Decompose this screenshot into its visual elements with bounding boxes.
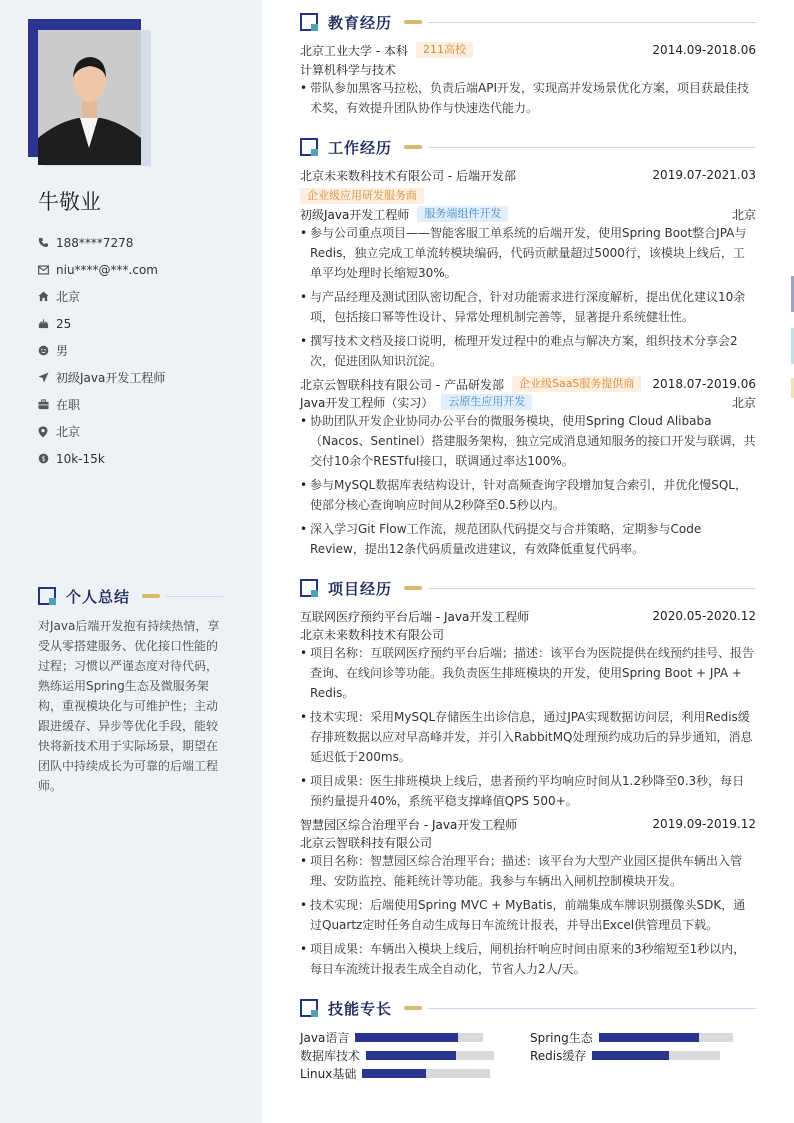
project-period: 2020.05-2020.12 (652, 609, 756, 623)
work-section-header (300, 136, 756, 158)
gender-text: 男 (56, 344, 69, 358)
school-tag: 211高校 (416, 42, 473, 58)
info-email (38, 256, 165, 283)
portrait-illustration (38, 30, 141, 165)
skill-level-bar (599, 1033, 733, 1042)
skill-item (300, 1028, 483, 1046)
briefcase-icon (38, 399, 56, 410)
skills-title: 技能专长 (328, 999, 393, 1018)
skill-level-fill (366, 1051, 456, 1060)
education-bullets (300, 78, 756, 122)
status-text: 在职 (56, 398, 81, 412)
skill-level-fill (355, 1033, 457, 1042)
info-age (38, 310, 165, 337)
skill-item (530, 1046, 720, 1064)
list-item: • 撰写技术文档及接口说明，梳理开发过程中的难点与解决方案，组织技术分享会2次，促进团队知识沉淀。 (300, 331, 756, 371)
project-2-bullets (300, 851, 756, 983)
education-row (300, 41, 756, 59)
gender-icon (38, 345, 56, 356)
skill-level-bar (366, 1051, 494, 1060)
divider-line (428, 147, 756, 148)
info-salary (38, 445, 165, 472)
skill-name: Spring生态 (530, 1030, 593, 1045)
list-item: • 技术实现：采用MySQL存储医生出诊信息，通过JPA实现数据访问层，利用Redis缓存排班数据以应对早高峰并发，并引入RabbitMQ处理预约成功后的异步通知，消息延迟低于200ms。 (300, 707, 756, 767)
list-item: • 项目名称：互联网医疗预约平台后端；描述：该平台为医院提供在线预约挂号、报告查询、在线问诊等功能。我负责医生排班模块的开发，使用Spring Boot + JPA + Redis。 (300, 643, 756, 703)
job-company: 北京未来数科技术有限公司 - 后端开发部 (300, 168, 516, 183)
divider-line (428, 588, 756, 589)
gold-accent-bar (404, 586, 422, 590)
info-home (38, 283, 165, 310)
projects-section-header (300, 577, 756, 599)
section-square-icon (38, 587, 56, 605)
skill-level-fill (592, 1051, 669, 1060)
divider-line (166, 596, 223, 597)
section-square-icon (300, 13, 318, 31)
project-2-company-row (300, 833, 756, 851)
job-company: 北京云智联科技有限公司 - 产品研发部 (300, 377, 504, 392)
position-text: 初级Java开发工程师 (56, 371, 166, 385)
education-period: 2014.09-2018.06 (652, 43, 756, 57)
summary-title: 个人总结 (66, 587, 131, 606)
project-1-header (300, 607, 756, 625)
job-role: 初级Java开发工程师 (300, 207, 410, 222)
role-tag: 云原生应用开发 (441, 394, 532, 410)
job-1-industry (300, 187, 756, 205)
skill-level-bar (592, 1051, 720, 1060)
gold-accent-bar (404, 20, 422, 24)
project-2-header (300, 815, 756, 833)
list-item: • 技术实现：后端使用Spring MVC + MyBatis，前端集成车牌识别摄像头SDK，通过Quartz定时任务自动生成每日车流统计报表，并导出Excel供管理员下载。 (300, 895, 756, 935)
skill-name: Java语言 (300, 1030, 350, 1045)
major-name: 计算机科学与技术 (300, 62, 397, 77)
location-text: 北京 (56, 425, 81, 439)
industry-tag: 企业级应用研发服务商 (300, 188, 424, 204)
home-icon (38, 291, 56, 302)
school-name: 北京工业大学 - 本科 (300, 43, 408, 58)
info-position (38, 364, 165, 391)
info-location (38, 418, 165, 445)
list-item: • 项目成果：车辆出入模块上线后，闸机抬杆响应时间由原来的3秒缩短至1秒以内，每日车流统计报表生成全自动化，节省人力2人/天。 (300, 939, 756, 979)
divider-line (428, 22, 756, 23)
job-1-role-row (300, 205, 756, 223)
phone-text: 188****7278 (56, 235, 134, 250)
info-phone (38, 229, 165, 256)
project-company: 北京未来数科技术有限公司 (300, 627, 445, 642)
projects-title: 项目经历 (328, 579, 393, 598)
project-1-company-row (300, 625, 756, 643)
info-gender (38, 337, 165, 364)
job-period: 2018.07-2019.06 (652, 377, 756, 391)
salary-icon (38, 453, 56, 464)
work-title: 工作经历 (328, 138, 393, 157)
skill-item (530, 1028, 733, 1046)
contact-info-list (38, 229, 165, 472)
skill-name: 数据库技术 (300, 1048, 361, 1063)
major-row (300, 60, 756, 78)
skill-level-bar (362, 1069, 490, 1078)
list-item: • 深入学习Git Flow工作流，规范团队代码提交与合并策略，定期参与Code Review，提出12条代码质量改进建议，有效降低重复代码率。 (300, 519, 756, 559)
list-item: • 协助团队开发企业协同办公平台的微服务模块，使用Spring Cloud Alibaba（Nacos、Sentinel）搭建服务架构，独立完成消息通知服务的接口开发与联调，共交付10余个RESTful接口，联调通过率达100%。 (300, 411, 756, 471)
skill-item (300, 1046, 494, 1064)
job-2-role-row (300, 393, 756, 411)
list-item: • 与产品经理及测试团队密切配合，针对功能需求进行深度解析，提出优化建议10余项，包括接口幂等性设计、异常处理机制完善等，显著提升系统健壮性。 (300, 287, 756, 327)
job-role: Java开发工程师（实习） (300, 395, 434, 410)
job-2-bullets (300, 411, 756, 563)
summary-section-header (38, 585, 223, 607)
project-company: 北京云智联科技有限公司 (300, 835, 433, 850)
gold-accent-bar (404, 1006, 422, 1010)
location-icon (38, 426, 56, 438)
project-period: 2019.09-2019.12 (652, 817, 756, 831)
education-section-header (300, 11, 756, 33)
list-item: • 带队参加黑客马拉松，负责后端API开发，实现高并发场景优化方案，项目获最佳技术奖，有效提升团队协作与快速迭代能力。 (300, 78, 756, 118)
gold-accent-bar (142, 594, 160, 598)
project-1-bullets (300, 643, 756, 815)
mail-icon (38, 265, 56, 275)
salary-text: 10k-15k (56, 451, 105, 466)
role-tag: 服务端组件开发 (417, 206, 508, 222)
list-item: • 参与公司重点项目——智能客服工单系统的后端开发，使用Spring Boot整合JPA与Redis，独立完成工单流转模块编码，代码贡献量超过5000行，该模块上线后，工单平均处理时长缩短30%。 (300, 223, 756, 283)
list-item: • 参与MySQL数据库表结构设计，针对高频查询字段增加复合索引，并优化慢SQL，使部分核心查询响应时间从2秒降至0.5秒以内。 (300, 475, 756, 515)
job-1-header (300, 166, 756, 184)
candidate-name: 牛敬业 (38, 190, 101, 214)
section-square-icon (300, 579, 318, 597)
list-item: • 项目成果：医生排班模块上线后，患者预约平均响应时间从1.2秒降至0.3秒，每日预约量提升40%，系统平稳支撑峰值QPS 500+。 (300, 771, 756, 811)
skill-level-fill (599, 1033, 700, 1042)
hometown-text: 北京 (56, 290, 81, 304)
gold-accent-bar (404, 145, 422, 149)
svg-text:$: $ (41, 454, 46, 463)
divider-line (428, 1008, 756, 1009)
sidebar (0, 0, 262, 1123)
skill-item (300, 1064, 490, 1082)
age-text: 25 (56, 316, 72, 331)
job-period: 2019.07-2021.03 (652, 168, 756, 182)
section-square-icon (300, 999, 318, 1017)
summary-text: 对Java后端开发抱有持续热情，享受从零搭建服务、优化接口性能的过程；习惯以严谨态度对待代码，熟练运用Spring生态及微服务架构，重视模块化与可维护性；主动跟进缓存、异步等优化手段，能较快将新技术用于实际场景，期望在团队中持续成长为可靠的后端工程师。 (38, 619, 220, 793)
avatar (38, 30, 141, 165)
job-1-bullets (300, 223, 756, 375)
project-name: 智慧园区综合治理平台 - Java开发工程师 (300, 817, 518, 832)
job-city: 北京 (731, 207, 756, 222)
skills-section-header (300, 997, 756, 1019)
skill-level-bar (355, 1033, 483, 1042)
send-icon (38, 372, 56, 383)
list-item: • 项目名称：智慧园区综合治理平台；描述：该平台为大型产业园区提供车辆出入管理、安防监控、能耗统计等功能。我参与车辆出入闸机控制模块开发。 (300, 851, 756, 891)
job-city: 北京 (731, 395, 756, 410)
job-2-header (300, 375, 756, 393)
project-name: 互联网医疗预约平台后端 - Java开发工程师 (300, 609, 530, 624)
cake-icon (38, 318, 56, 329)
email-text: niu****@***.com (56, 262, 158, 277)
section-square-icon (300, 138, 318, 156)
skills-grid (300, 1028, 756, 1088)
info-status (38, 391, 165, 418)
education-title: 教育经历 (328, 13, 393, 32)
skill-name: Linux基础 (300, 1066, 357, 1081)
skill-name: Redis缓存 (530, 1048, 587, 1063)
phone-icon (38, 237, 56, 248)
skill-level-fill (362, 1069, 426, 1078)
industry-tag: 企业级SaaS服务提供商 (512, 376, 641, 392)
